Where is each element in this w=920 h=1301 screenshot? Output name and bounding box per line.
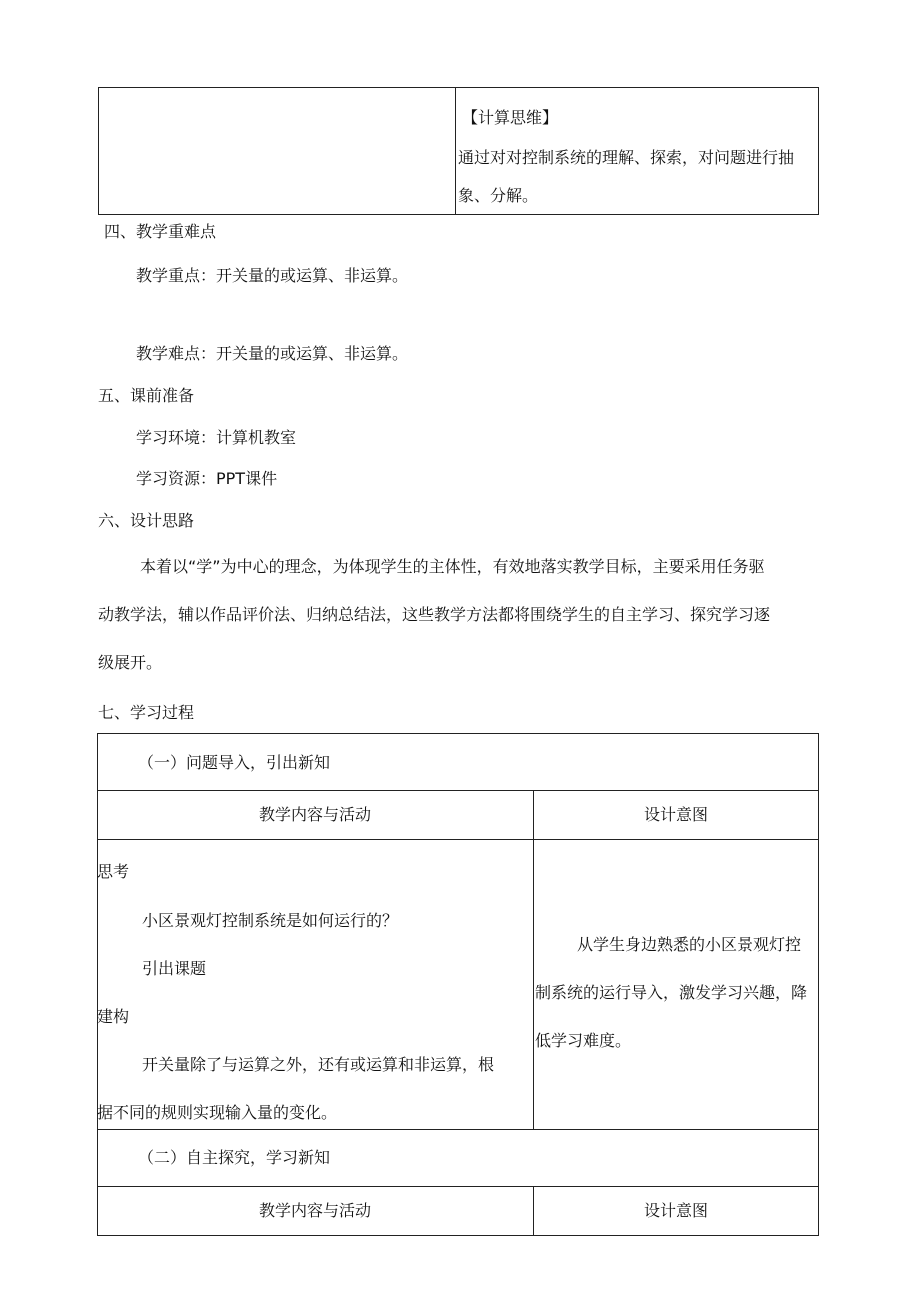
- computational-thinking-line-1: 通过对对控制系统的理解、探索，对问题进行抽: [458, 148, 795, 167]
- part-1-heading: （一）问题导入，引出新知: [138, 753, 331, 772]
- key-point: 教学重点：开关量的或运算、非运算。: [136, 266, 409, 285]
- think-label: 思考: [97, 862, 130, 881]
- learning-resources: 学习资源：PPT课件: [136, 469, 278, 488]
- process-table-divider-1: [533, 790, 534, 1129]
- part-1-col-intent-header: 设计意图: [643, 805, 708, 824]
- design-idea-line-1: 本着以“学”为中心的理念，为体现学生的主体性，有效地落实教学目标，主要采用任务驱: [140, 557, 765, 576]
- build-label: 建构: [97, 1007, 130, 1026]
- lead-topic-text: 引出课题: [142, 959, 207, 978]
- section-4-title: 四、教学重难点: [104, 222, 217, 241]
- part-1-col-content-header: 教学内容与活动: [258, 805, 371, 824]
- part-2-col-content-header: 教学内容与活动: [258, 1201, 371, 1220]
- design-idea-line-3: 级展开。: [98, 653, 163, 672]
- section-6-title: 六、设计思路: [98, 511, 195, 530]
- process-table-rule-3: [97, 1129, 819, 1130]
- learning-environment: 学习环境：计算机教室: [136, 428, 297, 447]
- part-2-col-intent-header: 设计意图: [643, 1201, 708, 1220]
- question-text: 小区景观灯控制系统是如何运行的？: [142, 911, 399, 930]
- intent-line-1: 从学生身边熟悉的小区景观灯控: [577, 935, 802, 954]
- top-table-divider: [455, 87, 456, 215]
- process-table-rule-2: [97, 839, 819, 840]
- intent-line-2: 制系统的运行导入，激发学习兴趣，降: [535, 983, 808, 1002]
- intent-line-3: 低学习难度。: [535, 1031, 632, 1050]
- process-table-rule-4: [97, 1186, 819, 1187]
- difficult-point: 教学难点：开关量的或运算、非运算。: [136, 344, 409, 363]
- part-2-heading: （二）自主探究，学习新知: [138, 1148, 331, 1167]
- process-table-rule-1: [97, 790, 819, 791]
- section-5-title: 五、课前准备: [98, 386, 195, 405]
- section-7-title: 七、学习过程: [98, 703, 195, 722]
- computational-thinking-heading: 【计算思维】: [462, 108, 559, 127]
- build-line-2: 据不同的规则实现输入量的变化。: [97, 1103, 338, 1122]
- design-idea-line-2: 动教学法，辅以作品评价法、归纳总结法，这些教学方法都将围绕学生的自主学习、探究学习逐: [98, 605, 771, 624]
- computational-thinking-line-2: 象、分解。: [458, 186, 539, 205]
- build-line-1: 开关量除了与运算之外，还有或运算和非运算，根: [142, 1055, 495, 1074]
